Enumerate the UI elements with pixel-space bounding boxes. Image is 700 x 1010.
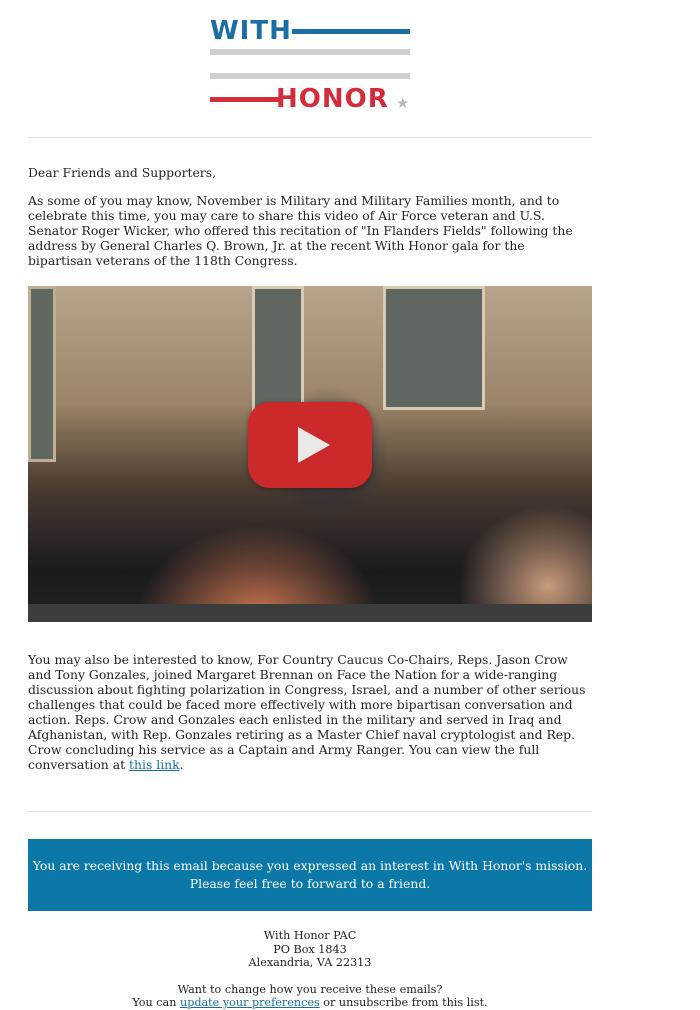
mailing-address bbox=[28, 929, 592, 970]
greeting: Dear Friends and Supporters, bbox=[28, 165, 217, 180]
preferences-section bbox=[28, 983, 592, 1010]
video-play-button[interactable] bbox=[248, 402, 372, 488]
background-window bbox=[28, 286, 56, 462]
for-country-caucus-paragraph bbox=[28, 652, 592, 772]
logo-red-stripe bbox=[210, 97, 280, 102]
banner-line-2: Please feel free to forward to a friend. bbox=[189, 876, 431, 891]
logo-gray-stripe-bottom bbox=[210, 73, 410, 79]
logo-honor-text: HONOR bbox=[276, 84, 389, 114]
banner-line-1: You are receiving this email because you expressed an interest in With Honor's mission. bbox=[32, 858, 588, 873]
unsubscribe-text: or unsubscribe from this list. bbox=[319, 996, 488, 1009]
intro-paragraph: As some of you may know, November is Military and Military Families month, and to celebrate this time, you may care to share this video of Air Force veteran and U.S. Senator Roger Wicker, who offered this recitation of "In Flanders Fields" following the address by General Charles Q. Brown, Jr. at the recent With Honor gala for the bipartisan veterans of the 118th Congress. bbox=[28, 193, 573, 268]
this-link[interactable]: this link bbox=[129, 757, 180, 772]
city-state-zip: Alexandria, VA 22313 bbox=[248, 956, 372, 969]
background-window bbox=[252, 286, 304, 412]
change-prompt: Want to change how you receive these emails? bbox=[177, 982, 443, 996]
logo-blue-stripe bbox=[292, 29, 410, 34]
logo-with-text: WITH bbox=[210, 16, 292, 46]
po-box: PO Box 1843 bbox=[273, 942, 347, 956]
with-honor-logo[interactable] bbox=[210, 16, 410, 116]
email-body bbox=[28, 16, 592, 1010]
play-icon bbox=[298, 427, 330, 463]
you-can-text: You can bbox=[132, 996, 180, 1009]
org-name: With Honor PAC bbox=[263, 929, 357, 942]
logo-gray-stripe-top bbox=[210, 49, 410, 55]
paragraph-text: You may also be interested to know, For Country Caucus Co-Chairs, Reps. Jason Crow and Tony Gonzales, joined Margaret Brennan on Face the Nation for a wide-ranging discussion about fighting polarization in Congress, Israel, and a number of other serious challenges that could be faced more effectively with more bipartisan conversation and action. Reps. Crow and Gonzales each enlisted in the military and served in Iraq and Afghanistan, with Rep. Gonzales retiring as a Master Chief naval cryptologist and Rep. Crow concluding his service as a Captain and Army Ranger. You can view the full conversation at bbox=[28, 652, 586, 772]
paragraph-end: . bbox=[179, 757, 184, 772]
video-bottom-bar bbox=[28, 604, 592, 622]
update-preferences-link[interactable]: update your preferences bbox=[179, 996, 320, 1009]
content-divider bbox=[28, 811, 592, 812]
preferences-line bbox=[28, 996, 592, 1010]
header-divider bbox=[28, 137, 592, 138]
star-icon: ★ bbox=[396, 94, 410, 112]
footer-banner bbox=[28, 839, 592, 911]
video-thumbnail[interactable] bbox=[28, 286, 592, 622]
background-window bbox=[383, 286, 485, 410]
